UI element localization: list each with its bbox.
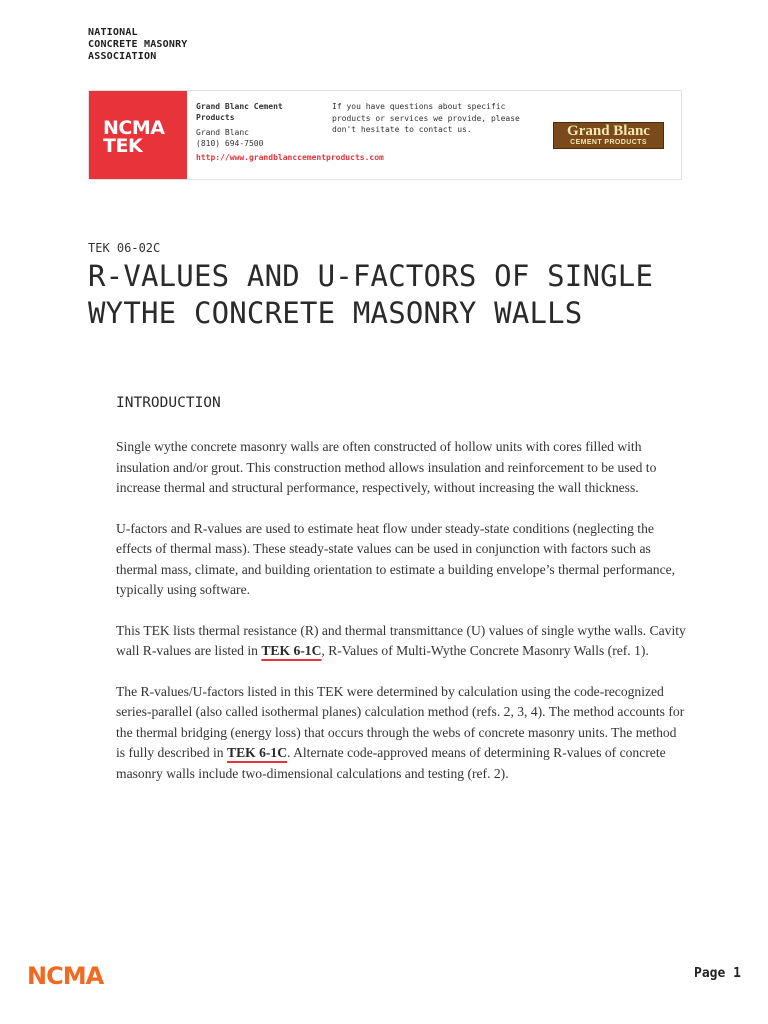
body-text xyxy=(116,437,686,804)
org-line-3: ASSOCIATION xyxy=(88,51,157,62)
paragraph-3-text-b: , R-Values of Multi-Wythe Concrete Masonry Walls (ref. 1). xyxy=(321,643,649,658)
dealer-banner xyxy=(88,90,682,180)
paragraph-3-text-a: This TEK lists thermal resistance (R) and thermal transmittance (U) values of single wythe walls. Cavity wall R-values are listed in xyxy=(116,622,686,658)
org-line-1: NATIONAL xyxy=(88,27,138,38)
tek-code: TEK 06-02C xyxy=(88,241,161,255)
badge-line-1: NCMA xyxy=(103,117,165,139)
dealer-name: Grand Blanc Cement Products xyxy=(196,102,283,122)
org-line-2: CONCRETE MASONRY xyxy=(88,39,188,50)
paragraph-4-text-b: . Alternate code-approved means of determining R-values of concrete masonry walls include two-dimensional calculations and testing (ref. 2). xyxy=(116,745,666,781)
logo-text-bottom: CEMENT PRODUCTS xyxy=(570,139,647,146)
paragraph-4 xyxy=(116,682,686,785)
dealer-url-link[interactable]: http://www.grandblanccementproducts.com xyxy=(196,153,384,162)
dealer-phone: (810) 694-7500 xyxy=(196,139,264,148)
ncma-tek-badge xyxy=(89,91,187,179)
section-title: INTRODUCTION xyxy=(116,395,221,411)
grand-blanc-logo xyxy=(553,122,664,149)
logo-text-top: Grand Blanc xyxy=(567,123,650,139)
tek-6-1c-link-2[interactable]: TEK 6-1C xyxy=(227,745,288,760)
paragraph-3 xyxy=(116,621,686,662)
dealer-city: Grand Blanc xyxy=(196,128,249,137)
ncma-footer-logo: NCMA xyxy=(27,962,104,990)
contact-note: If you have questions about specific products or services we provide, please don't hesitate to contact us. xyxy=(332,102,520,134)
tek-6-1c-link[interactable]: TEK 6-1C xyxy=(261,643,322,658)
org-name xyxy=(88,27,188,63)
badge-line-2: TEK xyxy=(103,135,143,157)
paragraph-1: Single wythe concrete masonry walls are often constructed of hollow units with cores filled with insulation and/or grout. This construction method allows insulation and reinforcement to be used to increase thermal and structural performance, respectively, without increasing the wall thickness. xyxy=(116,439,657,495)
dealer-info xyxy=(196,101,384,163)
page-number: Page 1 xyxy=(694,966,741,981)
paragraph-2: U-factors and R-values are used to estimate heat flow under steady-state conditions (neglecting the effects of thermal mass). These steady-state values can be used in conjunction with factors such as thermal mass, climate, and building orientation to estimate a building envelope’s thermal performance, typically using software. xyxy=(116,520,676,597)
paragraph-4-text-a: The R-values/U-factors listed in this TEK were determined by calculation using the code-recognized series-parallel (also called isothermal planes) calculation method (refs. 2, 3, 4). The method accounts for the thermal bridging (energy loss) that occurs through the webs of concrete masonry units. The method is fully described in xyxy=(116,683,685,760)
page-title: R-VALUES AND U-FACTORS OF SINGLE WYTHE CONCRETE MASONRY WALLS xyxy=(88,259,654,330)
